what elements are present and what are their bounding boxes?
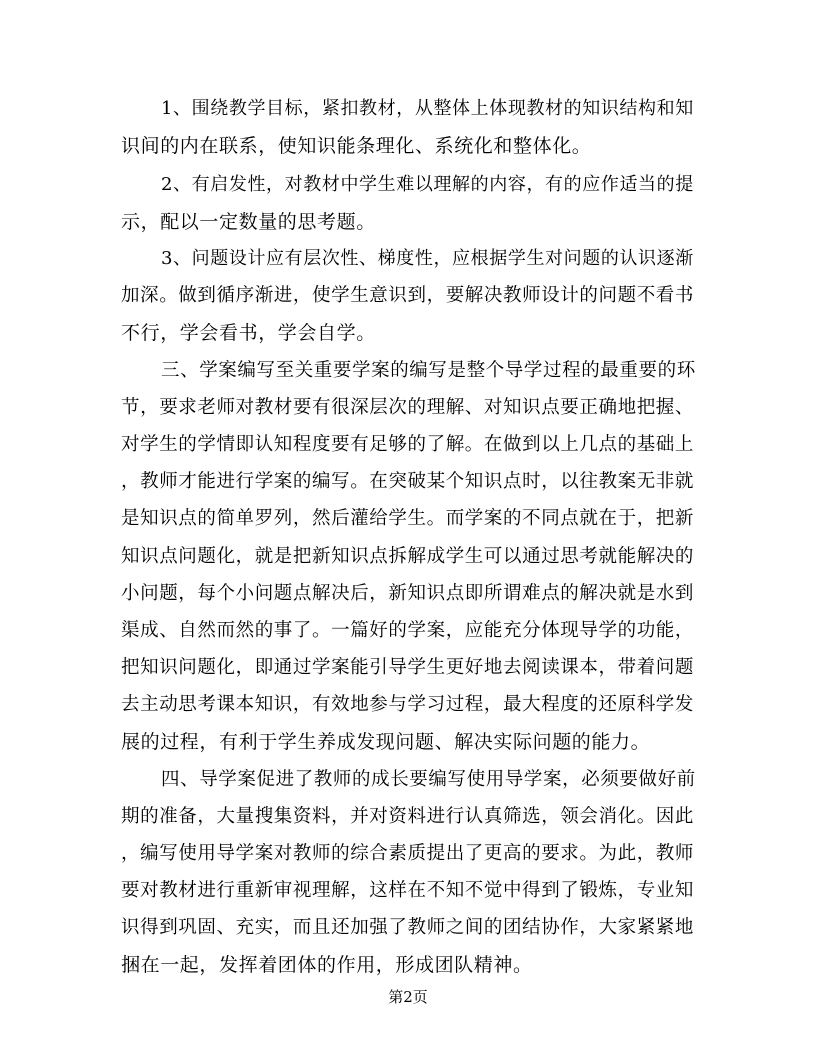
- paragraph-1-line-1: 1、围绕教学目标，紧扣教材，从整体上体现教材的知识结构和知: [161, 98, 694, 119]
- paragraph-4-line-2: 节，要求老师对教材要有很深层次的理解、对知识点要正确地把握、: [121, 397, 695, 418]
- paragraph-3-line-2: 加深。做到循序渐进，使学生意识到，要解决教师设计的问题不看书: [121, 285, 695, 306]
- page-number: 第2页: [388, 988, 428, 1006]
- paragraph-2-line-1: 2、有启发性，对教材中学生难以理解的内容，有的应作适当的提: [161, 174, 694, 195]
- paragraph-3-line-1: 3、问题设计应有层次性、梯度性，应根据学生对问题的认识逐渐: [161, 248, 694, 269]
- paragraph-1-line-2: 识间的内在联系，使知识能条理化、系统化和整体化。: [121, 135, 592, 157]
- paragraph-5-line-6: 捆在一起，发挥着团体的作用，形成团队精神。: [121, 954, 533, 976]
- paragraph-4-line-7: 小问题，每个小问题点解决后，新知识点即所谓难点的解决就是水到: [121, 583, 695, 604]
- paragraph-4-line-1: 三、学案编写至关重要学案的编写是整个导学过程的最重要的环: [161, 360, 696, 381]
- paragraph-4-line-3: 对学生的学情即认知程度要有足够的了解。在做到以上几点的基础上: [121, 434, 695, 455]
- paragraph-5-line-4: 要对教材进行重新审视理解，这样在不知不觉中得到了锻炼，专业知: [121, 880, 695, 901]
- paragraph-5-line-2: 期的准备，大量搜集资料，并对资料进行认真筛选，领会消化。因此: [121, 806, 695, 827]
- paragraph-4-line-11: 展的过程，有利于学生养成发现问题、解决实际问题的能力。: [121, 731, 651, 753]
- paragraph-5-line-1: 四、导学案促进了教师的成长要编写使用导学案，必须要做好前: [161, 769, 696, 790]
- paragraph-4-line-4: ，教师才能进行学案的编写。在突破某个知识点时，以往教案无非就: [121, 471, 695, 492]
- paragraph-4-line-6: 知识点问题化，就是把新知识点拆解成学生可以通过思考就能解决的: [121, 546, 695, 567]
- paragraph-4-line-9: 把知识问题化，即通过学案能引导学生更好地去阅读课本，带着问题: [121, 657, 695, 678]
- paragraph-5-line-5: 识得到巩固、充实，而且还加强了教师之间的团结协作，大家紧紧地: [121, 917, 695, 938]
- paragraph-4-line-5: 是知识点的简单罗列，然后灌给学生。而学案的不同点就在于，把新: [121, 508, 695, 529]
- paragraph-2-line-2: 示，配以一定数量的思考题。: [121, 211, 376, 233]
- paragraph-4-line-8: 渠成、自然而然的事了。一篇好的学案，应能充分体现导学的功能，: [121, 620, 695, 641]
- paragraph-3-line-3: 不行，学会看书，学会自学。: [121, 322, 376, 344]
- paragraph-4-line-10: 去主动思考课本知识，有效地参与学习过程，最大程度的还原科学发: [121, 694, 695, 715]
- paragraph-5-line-3: ，编写使用导学案对教师的综合素质提出了更高的要求。为此，教师: [121, 843, 695, 864]
